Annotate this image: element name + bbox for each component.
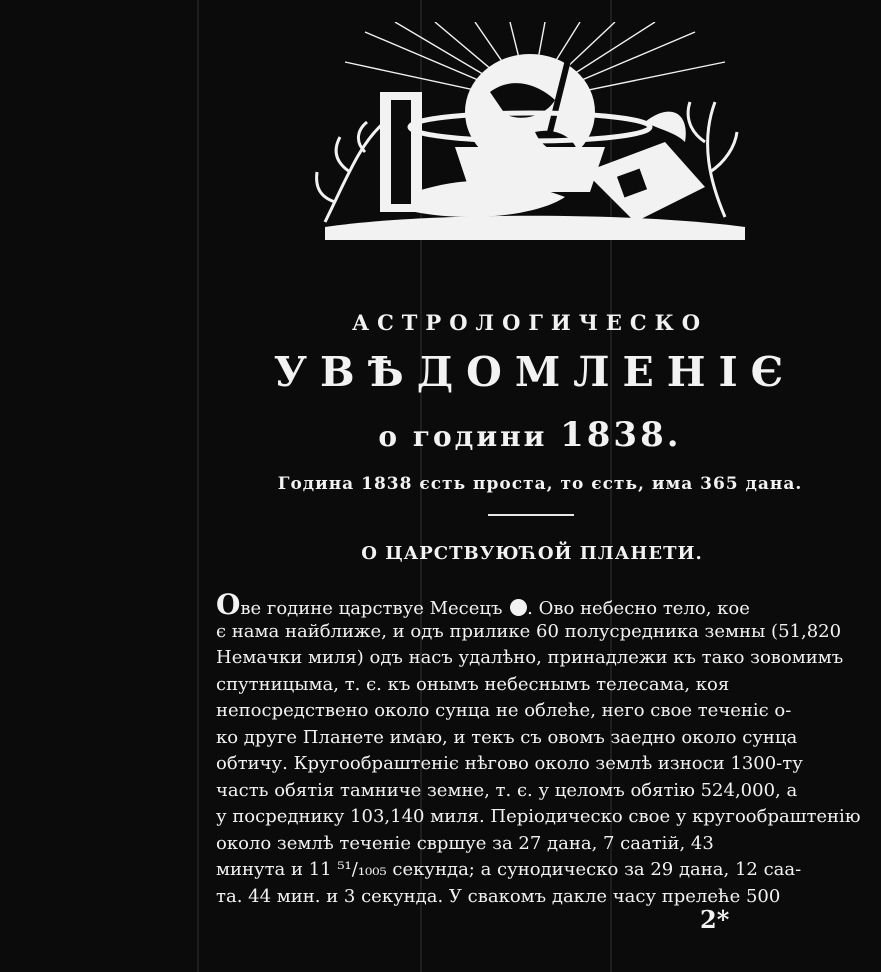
globe-astronomy-vignette — [305, 22, 755, 252]
section-heading: О ЦАРСТВУЮЋОЙ ПЛАНЕТИ. — [361, 543, 703, 564]
page-title: УВѢДОМЛЕНІЄ — [273, 348, 797, 396]
text-line-part: ве године царствуе Месецъ — [240, 598, 503, 619]
divider — [488, 514, 574, 516]
moon-face-icon — [510, 599, 527, 616]
text-line: минута и 11 ⁵¹/₁₀₀₅ секунда; а сунодическо за 29 дана, 12 саа- — [216, 859, 802, 880]
text-line: у посреднику 103,140 миля. Періодическо свое у кругообраштенію около землѣ теченіе свршуе за 27 дана, 7 саатій, 43 — [216, 806, 861, 854]
text-line: непосредствено около сунца не облеће, него свое теченіє о- — [216, 700, 792, 721]
signature-mark: 2* — [700, 905, 730, 934]
body-paragraph — [216, 588, 861, 910]
lead-sentence: Година 1838 єсть проста, то єсть, има 365 дана. — [277, 474, 803, 494]
text-line — [216, 588, 861, 621]
text-line-part: . Ово небесно тело, кое — [527, 598, 750, 619]
text-line: часть обятія тамниче земне, т. є. у целомъ обятію 524,000, а — [216, 779, 798, 801]
scan-strip — [197, 0, 199, 972]
text-line: ко друге Планете имаю, и текъ съ овомъ заедно около сунца — [216, 726, 798, 748]
drop-cap: О — [216, 588, 241, 621]
text-line: обтичу. Кругообраштеніє нѣгово около землѣ износи 1300-ту — [216, 753, 803, 774]
text-line: Немачки миля) одъ насъ удалѣно, принадлежи къ тако зовомимъ спутницыма, т. є. къ онымъ небеснымъ телесама, коя — [216, 647, 844, 695]
page-subtitle — [300, 415, 760, 455]
header-kicker: АСТРОЛОГИЧЕСКО — [351, 310, 709, 335]
text-line: та. 44 мин. и 3 секунда. У свакомъ дакле часу прелеће 500 — [216, 885, 781, 907]
subtitle-year: 1838. — [560, 415, 682, 455]
subtitle-prefix: о години — [378, 420, 548, 453]
text-line: є нама найближе, и одъ прилике 60 полусредника земны (51,820 — [216, 620, 842, 642]
